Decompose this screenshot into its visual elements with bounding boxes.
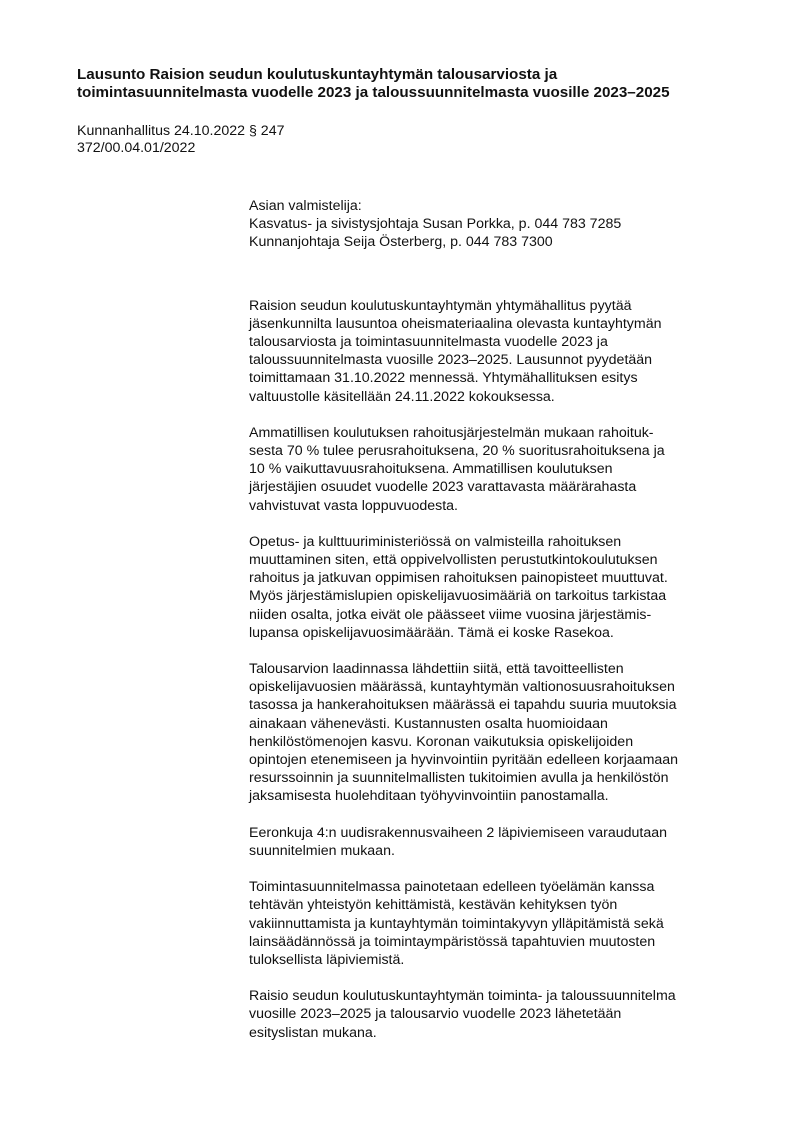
preparer-heading: Asian valmistelija:: [249, 198, 362, 214]
text-line: Opetus- ja kulttuuriministeriössä on valmisteilla rahoituksen: [249, 533, 622, 550]
text-line: valtuustolle käsitellään 24.11.2022 kokouksessa.: [249, 388, 555, 405]
preparer-line: Kasvatus- ja sivistysjohtaja Susan Porkka, p. 044 783 7285: [249, 216, 622, 233]
document-body: [249, 197, 739, 1060]
text-line: Ammatillisen koulutuksen rahoitusjärjestelmän mukaan rahoituk-: [249, 424, 654, 441]
text-line: suunnitelmien mukaan.: [249, 842, 395, 859]
text-line: taloussuunnitelmasta vuosille 2023–2025. Lausunnot pyydetään: [249, 352, 653, 369]
paragraph-request: [249, 297, 739, 406]
text-line: talousarviosta ja toimintasuunnitelmasta vuodelle 2023 ja: [249, 334, 608, 351]
text-line: opintojen etenemiseen ja hyvinvointiin pyritään edelleen korjaamaan: [249, 752, 679, 769]
text-line: Myös järjestämislupien opiskelijavuosimääriä on tarkoitus tarkistaa: [249, 588, 667, 605]
preparer-line: Kunnanjohtaja Seija Österberg, p. 044 783 7300: [249, 234, 553, 251]
text-line: vuosille 2023–2025 ja talousarvio vuodelle 2023 lähetetään: [249, 1006, 622, 1023]
text-line: 10 % vaikuttavuusrahoituksena. Ammatillisen koulutuksen: [249, 461, 613, 478]
text-line: opiskelijavuosien määrässä, kuntayhtymän valtionosuusrahoituksen: [249, 679, 675, 696]
text-line: vakiinnuttamista ja kuntayhtymän toimintakyvyn ylläpitämistä sekä: [249, 915, 664, 932]
text-line: tasossa ja hankerahoituksen määrässä ei tapahdu suuria muutoksia: [249, 697, 677, 714]
text-line: lainsäädännössä ja toimintaympäristössä tapahtuvien muutosten: [249, 933, 656, 950]
paragraph-ministry: [249, 533, 739, 642]
text-line: esityslistan mukana.: [249, 1024, 377, 1041]
text-line: Talousarvion laadinnassa lähdettiin siitä, että tavoitteellisten: [249, 661, 624, 678]
paragraph-construction: [249, 824, 739, 860]
paragraph-operations-plan: [249, 878, 739, 969]
text-line: Eeronkuja 4:n uudisrakennusvaiheen 2 läpiviemiseen varaudutaan: [249, 824, 668, 841]
paragraph-funding: [249, 424, 739, 515]
text-line: jäsenkunnilta lausuntoa oheismateriaalina olevasta kuntayhtymän: [249, 315, 662, 332]
text-line: resurssoinnin ja suunnitelmallisten tukitoimien avulla ja henkilöstön: [249, 770, 669, 787]
meeting-reference: Kunnanhallitus 24.10.2022 § 247: [77, 123, 285, 139]
text-line: Raision seudun koulutuskuntayhtymän yhtymähallitus pyytää: [249, 297, 632, 314]
text-line: sesta 70 % tulee perusrahoituksena, 20 % suoritusrahoituksena ja: [249, 443, 665, 460]
text-line: jaksamisesta huolehditaan työhyvinvointiin panostamalla.: [249, 788, 609, 805]
text-line: lupansa opiskelijavuosimäärään. Tämä ei koske Rasekoa.: [249, 624, 614, 641]
record-number: 372/00.04.01/2022: [77, 140, 196, 156]
text-line: ainakaan vähenevästi. Kustannusten osalta huomioidaan: [249, 715, 608, 732]
text-line: Toimintasuunnitelmassa painotetaan edelleen työelämän kanssa: [249, 879, 655, 896]
text-line: järjestäjien osuudet vuodelle 2023 varattavasta määrärahasta: [249, 479, 637, 496]
text-line: toimittamaan 31.10.2022 mennessä. Yhtymähallituksen esitys: [249, 370, 638, 387]
meeting-meta: [77, 123, 284, 157]
text-line: rahoitus ja jatkuvan oppimisen rahoituksen painopisteet muuttuvat.: [249, 570, 668, 587]
text-line: tuloksellista läpiviemistä.: [249, 951, 405, 968]
paragraph-attachment: [249, 987, 739, 1042]
text-line: tehtävän yhteistyön kehittämistä, kestävän kehityksen työn: [249, 897, 618, 914]
text-line: muuttaminen siten, että oppivelvollisten perustutkintokoulutuksen: [249, 552, 658, 569]
paragraph-budget: [249, 660, 739, 806]
document-title-line: toimintasuunnitelmasta vuodelle 2023 ja taloussuunnitelmasta vuosille 2023–2025: [77, 84, 670, 101]
text-line: niiden osalta, jotka eivät ole päässeet viime vuosina järjestämis-: [249, 606, 652, 623]
document-title: [77, 66, 757, 102]
preparer-block: [249, 197, 739, 252]
text-line: vahvistuvat vasta loppuvuodesta.: [249, 497, 459, 514]
text-line: Raisio seudun koulutuskuntayhtymän toiminta- ja taloussuunnitelma: [249, 988, 676, 1005]
document-title-line: Lausunto Raision seudun koulutuskuntayhtymän talousarviosta ja: [77, 66, 558, 83]
text-line: henkilöstömenojen kasvu. Koronan vaikutuksia opiskelijoiden: [249, 733, 634, 750]
